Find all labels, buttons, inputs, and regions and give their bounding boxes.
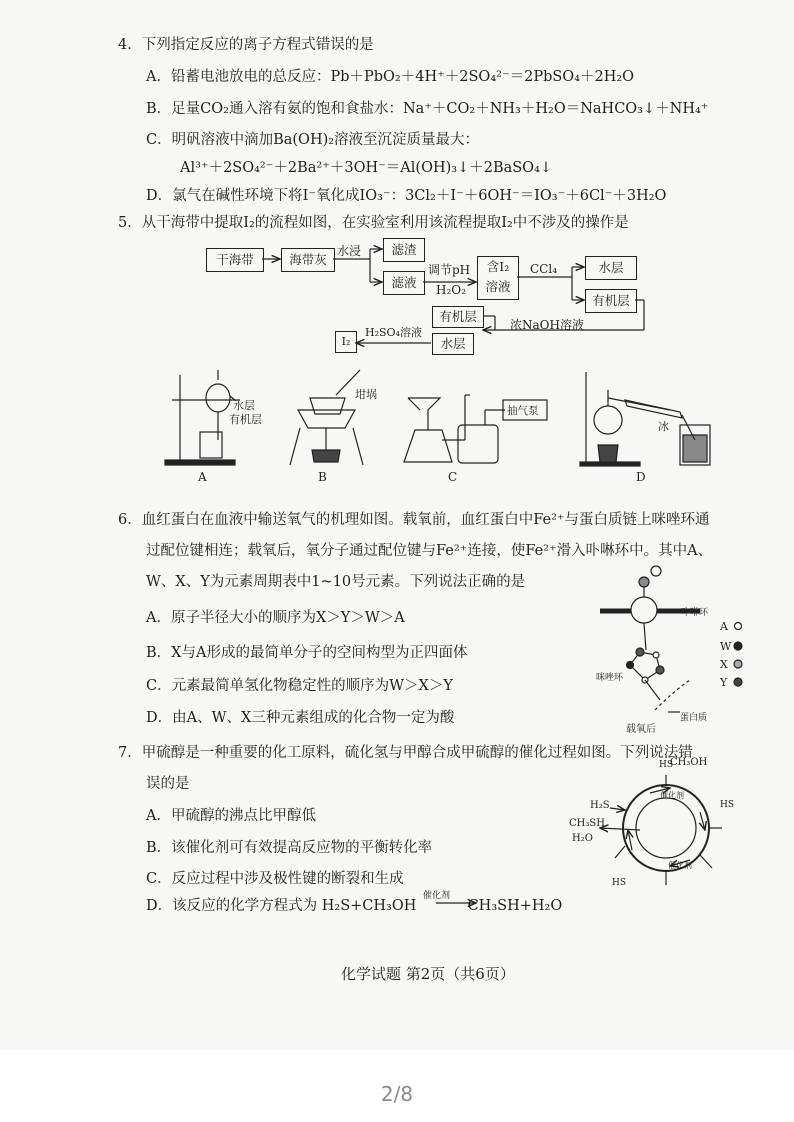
q4-option-c-equation: Al³⁺＋2SO₄²⁻＋2Ba²⁺＋3OH⁻＝Al(OH)₃↓＋2BaSO₄↓ (180, 160, 553, 176)
apparatus-d-letter: D (636, 470, 646, 484)
q7-option-d-left: D．该反应的化学方程式为 H₂S+CH₃OH (146, 898, 417, 914)
q4-stem: 4．下列指定反应的离子方程式错误的是 (118, 37, 374, 53)
flow-i2-solution-line2: 溶液 (485, 279, 511, 294)
q6-option-d: D．由A、W、X三种元素组成的化合物一定为酸 (146, 710, 455, 726)
apparatus-a-water-label: 水层 (233, 399, 255, 412)
flow-filtrate-box: 滤液 (383, 271, 425, 295)
apparatus-a-letter: A (198, 470, 207, 484)
flow-ccl4-label: CCl₄ (530, 262, 558, 276)
flow-i2-solution-line1: 含I₂ (486, 259, 510, 274)
apparatus-a-organic-label: 有机层 (229, 413, 262, 426)
apparatus-c-letter: C (448, 470, 458, 484)
page-footer: 化学试题 第2页（共6页） (341, 965, 515, 983)
flow-ash-box: 海带灰 (281, 248, 335, 272)
flow-h2o2-label: H₂O₂ (436, 283, 466, 297)
q7-catalyst-label: 催化剂 (422, 891, 450, 901)
q7-stem-line1: 7．甲硫醇是一种重要的化工原料，硫化氢与甲醇合成甲硫醇的催化过程如图。下列说法错 (118, 745, 693, 761)
fig6-porphyrin-label: 卟啉环 (681, 608, 709, 618)
fig7-h2o-label: H₂O (572, 833, 593, 844)
flow-organic-layer-2-box: 有机层 (432, 306, 484, 328)
flow-water-layer-box: 水层 (585, 256, 637, 280)
fig7-catalyst-label-top: 催化剂 (660, 791, 684, 800)
apparatus-b-letter: B (318, 470, 327, 484)
q6-stem-line1: 6．血红蛋白在血液中输送氧气的机理如图。载氧前，血红蛋白中Fe²⁺与蛋白质链上咪唑环通 (118, 512, 710, 528)
flow-h2so4-label: H₂SO₄溶液 (365, 326, 422, 339)
flow-organic-layer-box: 有机层 (585, 289, 637, 313)
fig7-hs-label-right: HS (720, 800, 735, 810)
q7-option-b: B．该催化剂可有效提高反应物的平衡转化率 (146, 840, 433, 856)
fig6-imidazole-label: 咪唑环 (596, 673, 624, 683)
fig7-h2s-label: H₂S (590, 800, 610, 811)
q6-stem-line2: 过配位键相连；载氧后，氧分子通过配位键与Fe²⁺连接，使Fe²⁺滑入卟啉环中。其中A、 (146, 543, 713, 559)
flow-kelp-box: 干海带 (206, 248, 264, 272)
flow-water-layer-2-box: 水层 (432, 333, 474, 355)
flow-soak-label: 水浸 (337, 244, 362, 258)
fig7-ch3sh-label: CH₃SH (569, 818, 605, 829)
q4-option-b: B．足量CO₂通入溶有氨的饱和食盐水：Na⁺＋CO₂＋NH₃＋H₂O＝NaHCO₃↓＋NH₄⁺ (146, 101, 709, 117)
flow-adjust-ph-label: 调节pH (428, 263, 471, 277)
q6-option-c: C．元素最简单氢化物稳定性的顺序为W＞X＞Y (146, 678, 453, 694)
fig6-protein-label: 蛋白质 (680, 713, 708, 723)
fig6-legend-w: W (720, 640, 732, 653)
q7-option-a: A．甲硫醇的沸点比甲醇低 (146, 808, 316, 824)
fig7-ch3oh-label: CH₃OH (670, 757, 708, 768)
fig7-hs-label-bottom: HS (612, 878, 627, 888)
q7-stem-line2: 误的是 (146, 776, 190, 792)
q6-option-a: A．原子半径大小的顺序为X＞Y＞W＞A (146, 610, 405, 626)
q6-stem-line3: W、X、Y为元素周期表中1~10号元素。下列说法正确的是 (146, 574, 526, 590)
flow-naoh-label: 浓NaOH溶液 (510, 318, 584, 332)
q4-option-c: C．明矾溶液中滴加Ba(OH)₂溶液至沉淀质量最大： (146, 132, 480, 148)
q4-option-d: D．氯气在碱性环境下将I⁻氧化成IO₃⁻：3Cl₂＋I⁻＋6OH⁻＝IO₃⁻＋6Cl⁻＋3H₂O (146, 188, 667, 204)
q7-option-c: C．反应过程中涉及极性键的断裂和生成 (146, 871, 404, 887)
apparatus-c-pump-label: 抽气泵 (507, 405, 539, 417)
apparatus-b-crucible-label: 坩埚 (355, 388, 377, 401)
flow-i2-box: I₂ (335, 331, 357, 353)
apparatus-d-ice-label: 冰 (658, 420, 669, 433)
q7-option-d-right: CH₃SH+H₂O (467, 898, 563, 914)
flow-residue-box: 滤渣 (383, 238, 425, 262)
fig6-after-o2-label: 载氧后 (626, 724, 656, 735)
q6-option-b: B．X与A形成的最简单分子的空间构型为正四面体 (146, 645, 468, 661)
q4-option-a: A．铅蓄电池放电的总反应：Pb＋PbO₂＋4H⁺＋2SO₄²⁻＝2PbSO₄＋2H₂O (146, 69, 635, 85)
q5-stem: 5．从干海带中提取I₂的流程如图，在实验室利用该流程提取I₂中不涉及的操作是 (118, 215, 629, 231)
fig6-legend-x: X (720, 658, 728, 671)
fig7-catalyst-label-bottom: 催化剂 (668, 861, 692, 870)
fig6-legend-a: A (720, 620, 728, 633)
fig6-legend-y: Y (720, 676, 728, 689)
fig7-hs-label-top: HS (659, 760, 674, 770)
page-indicator: 2/8 (380, 1082, 414, 1106)
